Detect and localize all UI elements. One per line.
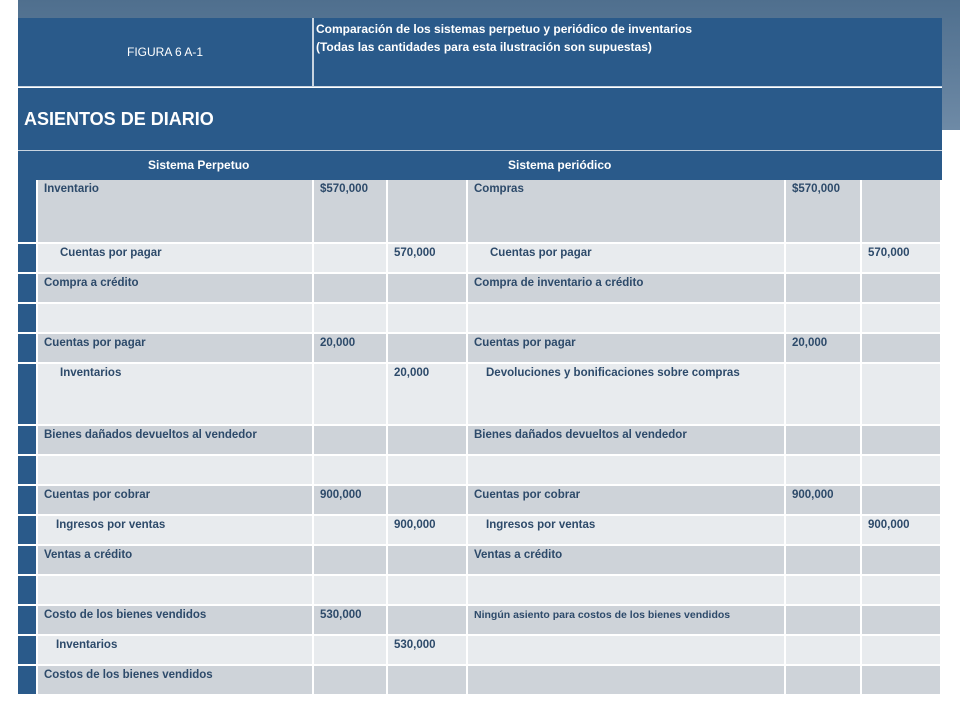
row-stub	[18, 364, 38, 426]
periodic-debit: 900,000	[786, 486, 862, 516]
perpetual-account: Bienes dañados devueltos al vendedor	[38, 426, 314, 456]
journal-table-panel	[18, 18, 942, 708]
periodic-debit	[786, 244, 862, 274]
perpetual-account: Ingresos por ventas	[38, 516, 314, 546]
periodic-debit	[786, 364, 862, 426]
row-stub	[18, 426, 38, 456]
periodic-credit	[862, 426, 942, 456]
periodic-debit: $570,000	[786, 180, 862, 244]
periodic-credit: 570,000	[862, 244, 942, 274]
perpetual-account: Inventario	[38, 180, 314, 244]
row-stub	[18, 456, 38, 486]
perpetual-credit	[388, 456, 468, 486]
periodic-account: Cuentas por pagar	[468, 334, 786, 364]
figure-title	[316, 20, 936, 84]
section-title: ASIENTOS DE DIARIO	[18, 88, 942, 150]
periodic-account: Ventas a crédito	[468, 546, 786, 576]
perpetual-debit	[314, 516, 388, 546]
perpetual-credit	[388, 426, 468, 456]
figure-header	[18, 18, 942, 87]
perpetual-credit	[388, 546, 468, 576]
perpetual-debit	[314, 666, 388, 696]
perpetual-debit	[314, 546, 388, 576]
perpetual-account: Costo de los bienes vendidos	[38, 606, 314, 636]
perpetual-credit	[388, 666, 468, 696]
perpetual-credit	[388, 486, 468, 516]
periodic-account: Bienes dañados devueltos al vendedor	[468, 426, 786, 456]
periodic-debit	[786, 666, 862, 696]
periodic-credit	[862, 364, 942, 426]
perpetual-credit	[388, 180, 468, 244]
row-stub	[18, 666, 38, 696]
perpetual-account	[38, 456, 314, 486]
perpetual-account: Ventas a crédito	[38, 546, 314, 576]
periodic-credit	[862, 666, 942, 696]
periodic-credit	[862, 180, 942, 244]
periodic-account	[468, 304, 786, 334]
periodic-credit	[862, 456, 942, 486]
periodic-account: Ingresos por ventas	[468, 516, 786, 546]
row-stub	[18, 546, 38, 576]
periodic-account: Compra de inventario a crédito	[468, 274, 786, 304]
perpetual-credit	[388, 274, 468, 304]
left-margin	[0, 0, 18, 720]
perpetual-credit	[388, 304, 468, 334]
periodic-credit	[862, 546, 942, 576]
perpetual-account: Costos de los bienes vendidos	[38, 666, 314, 696]
periodic-account	[468, 666, 786, 696]
title-line-1: Comparación de los sistemas perpetuo y periódico de inventarios	[316, 22, 693, 36]
periodic-credit	[862, 606, 942, 636]
periodic-debit	[786, 636, 862, 666]
perpetual-credit: 530,000	[388, 636, 468, 666]
perpetual-debit: 900,000	[314, 486, 388, 516]
perpetual-debit	[314, 576, 388, 606]
perpetual-debit	[314, 364, 388, 426]
periodic-credit	[862, 274, 942, 304]
perpetual-account: Inventarios	[38, 364, 314, 426]
perpetual-account	[38, 304, 314, 334]
perpetual-credit: 900,000	[388, 516, 468, 546]
periodic-credit	[862, 304, 942, 334]
periodic-system-label: Sistema periódico	[508, 158, 612, 172]
row-stub	[18, 180, 38, 244]
perpetual-account: Cuentas por pagar	[38, 334, 314, 364]
periodic-debit	[786, 304, 862, 334]
row-stub	[18, 244, 38, 274]
periodic-debit	[786, 606, 862, 636]
periodic-credit	[862, 334, 942, 364]
perpetual-debit: 20,000	[314, 334, 388, 364]
perpetual-debit: $570,000	[314, 180, 388, 244]
perpetual-credit	[388, 576, 468, 606]
perpetual-debit	[314, 636, 388, 666]
periodic-debit	[786, 546, 862, 576]
perpetual-credit	[388, 606, 468, 636]
periodic-account	[468, 456, 786, 486]
perpetual-system-label: Sistema Perpetuo	[148, 158, 250, 172]
periodic-debit	[786, 426, 862, 456]
row-stub	[18, 274, 38, 304]
periodic-account: Compras	[468, 180, 786, 244]
title-line-2: (Todas las cantidades para esta ilustración son supuestas)	[316, 40, 652, 54]
perpetual-credit: 20,000	[388, 364, 468, 426]
periodic-debit	[786, 274, 862, 304]
periodic-debit	[786, 456, 862, 486]
periodic-account: Ningún asiento para costos de los bienes vendidos	[468, 606, 786, 636]
periodic-account: Cuentas por pagar	[468, 244, 786, 274]
perpetual-account: Cuentas por pagar	[38, 244, 314, 274]
periodic-account: Devoluciones y bonificaciones sobre compras	[468, 364, 786, 426]
perpetual-account: Inventarios	[38, 636, 314, 666]
perpetual-debit	[314, 304, 388, 334]
perpetual-debit: 530,000	[314, 606, 388, 636]
periodic-credit	[862, 576, 942, 606]
perpetual-debit	[314, 426, 388, 456]
row-stub	[18, 486, 38, 516]
row-stub	[18, 516, 38, 546]
perpetual-debit	[314, 274, 388, 304]
perpetual-debit	[314, 244, 388, 274]
row-stub	[18, 636, 38, 666]
perpetual-account: Cuentas por cobrar	[38, 486, 314, 516]
perpetual-account: Compra a crédito	[38, 274, 314, 304]
perpetual-account	[38, 576, 314, 606]
periodic-account	[468, 636, 786, 666]
journal-entries-grid	[18, 180, 942, 696]
perpetual-credit: 570,000	[388, 244, 468, 274]
perpetual-debit	[314, 456, 388, 486]
periodic-credit	[862, 486, 942, 516]
perpetual-credit	[388, 334, 468, 364]
row-stub	[18, 576, 38, 606]
periodic-credit: 900,000	[862, 516, 942, 546]
periodic-account	[468, 576, 786, 606]
system-header	[18, 150, 942, 181]
periodic-debit: 20,000	[786, 334, 862, 364]
periodic-debit	[786, 576, 862, 606]
row-stub	[18, 606, 38, 636]
periodic-credit	[862, 636, 942, 666]
periodic-debit	[786, 516, 862, 546]
row-stub	[18, 304, 38, 334]
periodic-account: Cuentas por cobrar	[468, 486, 786, 516]
row-stub	[18, 334, 38, 364]
figure-label: FIGURA 6 A-1	[18, 18, 314, 86]
